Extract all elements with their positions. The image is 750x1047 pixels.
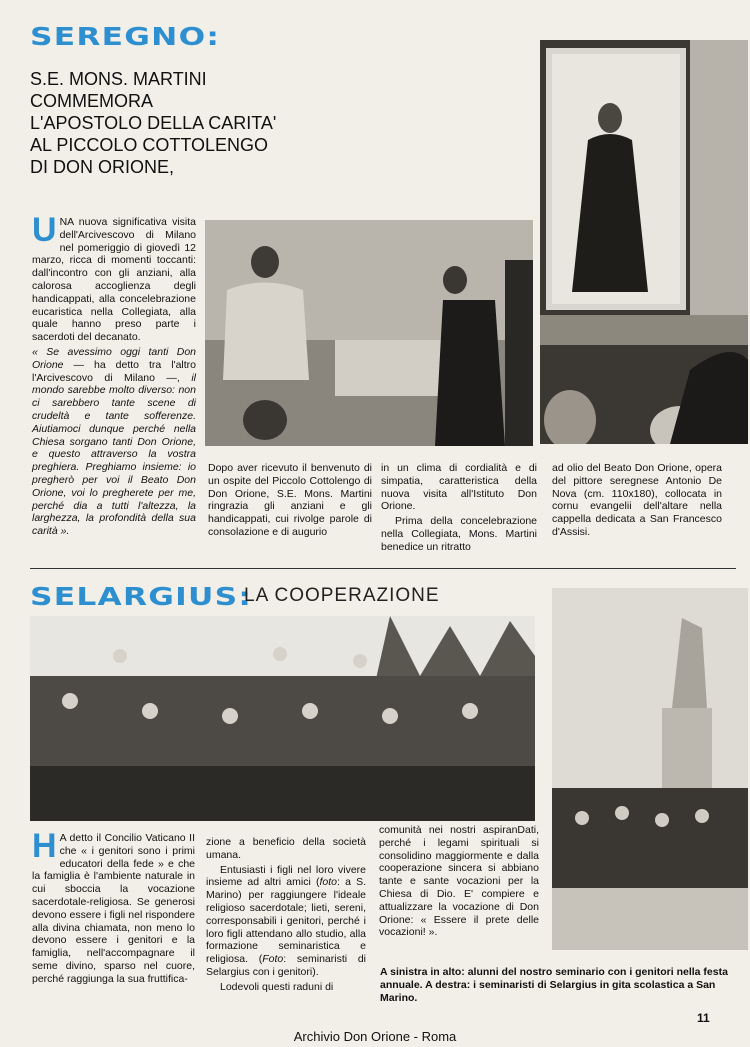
section-divider xyxy=(30,568,736,569)
quote-attribution: — ha detto tra l'altro l'Arcivescovo di Milano —, xyxy=(32,358,196,384)
drop-cap: H xyxy=(32,827,57,865)
paragraph: ad olio del Beato Don Orione, opera del pittore seregnese Antonio De Nova (cm. 110x180), collocata in cornu evangelii dell'altare nella cappella dedicata a San Francesco d'Assisi. xyxy=(552,462,722,538)
text-column-3 xyxy=(381,462,537,556)
paragraph: Dopo aver ricevuto il benvenuto di un ospite del Piccolo Cottolengo di Don Orione, S.E. Mons. Martini ringrazia gli anziani e gli handicappati, cui rivolge parole di consolazione e di augurio xyxy=(208,462,372,538)
headline-line: DI DON ORIONE, xyxy=(30,157,175,177)
paragraph: zione a beneficio della società umana. xyxy=(206,836,366,861)
text-run: Entusiasti i figli nel loro vivere insieme ad altri amici ( xyxy=(206,863,366,889)
paragraph: A detto il Concilio Vaticano II che « i genitori sono i primi educatori della fede » e che la famiglia è l'ambiente naturale in cui sboccia la vocazione sacerdotale-religiosa. Se generosi devono essere i figli nel rispondere alla divina chiamata, non meno lo devono essere i genitori e la famiglia, nell'accompagnare il seme divino, sparso nel cuore, perché raggiunga la sua fruttifica- xyxy=(32,832,195,985)
paragraph: Prima della concelebrazione nella Collegiata, Mons. Martini benedice un ritratto xyxy=(381,515,537,553)
text-run: foto xyxy=(319,876,337,889)
paragraph: NA nuova significativa visita dell'Arcivescovo di Milano nel pomeriggio di giovedì 12 marzo, ricca di momenti toccanti: dall'incontro con gli anziani, alla calorosa accoglienza degli handicappati, alla concelebrazione eucaristica nella Collegiata, alla quale hanno preso parte i sacerdoti del decanato. xyxy=(32,216,196,344)
paragraph: comunità nei nostri aspiranDati, perché i legami spirituali si consolidino maggiormente e dalla cooperazione sincera si abbiano tante e sante vocazioni per la Chiesa di Dio. E' compiere e attualizzare la vocazione di Don Orione: « Essere il prete delle vocazioni! ». xyxy=(379,824,539,939)
paragraph xyxy=(206,864,366,979)
text-column-2 xyxy=(208,462,372,541)
text-column-s2-3 xyxy=(379,824,539,941)
section-title-seregno: SEREGNO: xyxy=(30,22,221,51)
photo-archbishop-speaking xyxy=(205,220,533,446)
photo-seminarians-san-marino xyxy=(552,588,748,950)
section-subtitle: LA COOPERAZIONE xyxy=(244,585,440,606)
photo-families-group xyxy=(30,616,535,821)
headline-line: AL PICCOLO COTTOLENGO xyxy=(30,135,269,155)
paragraph: in un clima di cordialità e di simpatia, caratteristica della nuova visita all'Istituto Don Orione. xyxy=(381,462,537,513)
text-column-s2-2 xyxy=(206,836,366,996)
section-title-selargius: SELARGIUS: xyxy=(30,582,253,611)
text-run: : a S. Marino) per raggiungere l'ideale religioso sacerdotale; lieti, sereni, corresponsabili i genitori, perché i loro figli attendano allo studio, alla formazione seminaristica e religiosa. ( xyxy=(206,876,367,966)
headline-line: S.E. MONS. MARTINI xyxy=(30,69,207,89)
archive-footer: Archivio Don Orione - Roma xyxy=(293,1029,457,1044)
headline-line: L'APOSTOLO DELLA CARITA' xyxy=(30,113,277,133)
text-column-4 xyxy=(552,462,722,541)
drop-cap: U xyxy=(32,211,57,249)
text-run: Foto xyxy=(262,953,284,966)
headline-line: COMMEMORA xyxy=(30,91,153,111)
page-number: 11 xyxy=(697,1011,710,1025)
quote-italic: il mondo sarebbe molto diverso: non ci sarebbero tante scene di crudeltà e tante sofferenze. Aiutiamoci dunque perché nella Chiesa sorgano tanti Don Orione, e questo attraverso la vostra preghiera. Preghiamo insieme: io pregherò per voi il Beato Don Orione, voi lo pregherete per me, perché dia a tutti l'altezza, la larghezza, la profondità della sua carità ». xyxy=(32,371,196,538)
photo-caption: A sinistra in alto: alunni del nostro seminario con i genitori nella festa annuale. A destra: i seminaristi di Selargius in gita scolastica a San Marino. xyxy=(380,966,728,1004)
text-column-s2-1 xyxy=(32,827,195,988)
photo-portrait-painting xyxy=(540,40,748,444)
text-column-1 xyxy=(32,211,196,540)
paragraph: Lodevoli questi raduni di xyxy=(220,980,334,993)
quote-italic: « Se avessimo oggi tanti Don Orione xyxy=(32,345,196,371)
text-run: : seminaristi di Selargius con i genitori). xyxy=(206,953,366,978)
article-headline xyxy=(30,68,330,178)
